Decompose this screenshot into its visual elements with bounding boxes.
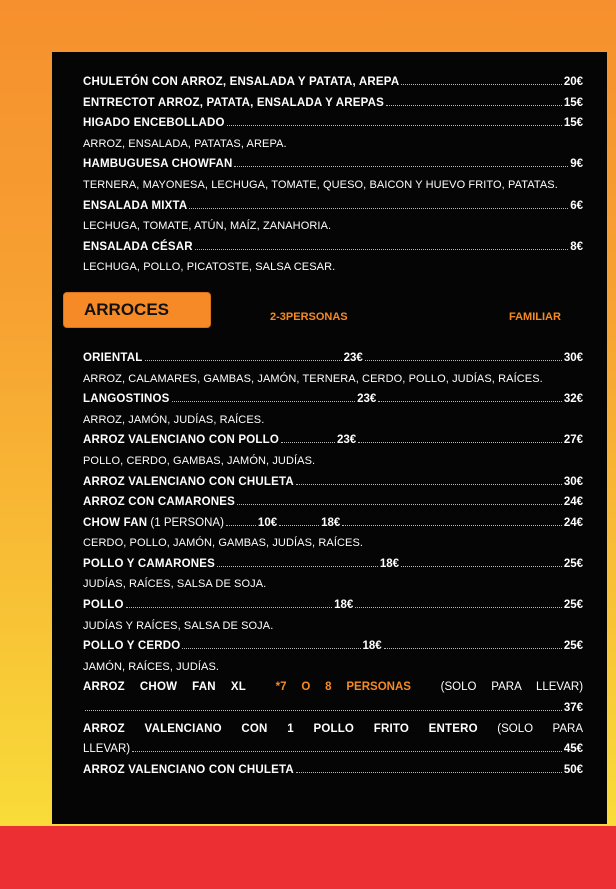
menu-item [83, 348, 583, 369]
item-price-small: 18€ [334, 599, 354, 612]
item-name: POLLO Y CERDO [83, 640, 181, 653]
menu-item [83, 760, 583, 781]
menu-item-price-line [83, 739, 583, 760]
item-name: ARROZ CHOW FAN XL [83, 681, 246, 694]
item-name: ARROZ CON CAMARONES [83, 496, 236, 509]
item-name: ENTRECTOT ARROZ, PATATA, ENSALADA Y AREPAS [83, 96, 385, 109]
item-description: JUDÍAS, RAÍCES, SALSA DE SOJA. [83, 578, 267, 591]
item-price: 8€ [570, 240, 583, 253]
section-title-badge: ARROCES [63, 292, 211, 328]
item-price: 50€ [563, 763, 583, 776]
item-description: JAMÓN, RAÍCES, JUDÍAS. [83, 660, 220, 673]
item-price-familiar: 25€ [563, 640, 584, 653]
menu-item [83, 430, 583, 451]
item-price: 15€ [563, 117, 583, 130]
item-description: ARROZ, CALAMARES, GAMBAS, JAMÓN, TERNERA, CERDO, POLLO, JUDÍAS, RAÍCES. [83, 372, 543, 385]
menu-item [83, 492, 583, 513]
item-name: ENSALADA MIXTA [83, 199, 188, 212]
item-name: HIGADO ENCEBOLLADO [83, 117, 225, 130]
menu-item [83, 72, 583, 93]
item-price-familiar: 27€ [563, 434, 583, 447]
item-name: POLLO [83, 599, 124, 612]
item-name: ENSALADA CÉSAR [83, 240, 193, 253]
menu-item [83, 196, 583, 217]
item-name: CHULETÓN CON ARROZ, ENSALADA Y PATATA, AREPA [83, 76, 400, 88]
item-description: LECHUGA, POLLO, PICATOSTE, SALSA CESAR. [83, 261, 336, 274]
item-price: 20€ [563, 76, 583, 88]
item-note: (SOLO PARA [497, 722, 583, 735]
item-description: LECHUGA, TOMATE, ATÚN, MAÍZ, ZANAHORIA. [83, 220, 332, 233]
item-price-familiar: 25€ [563, 557, 584, 570]
item-name: ORIENTAL [83, 351, 143, 364]
item-name: LANGOSTINOS [83, 393, 170, 406]
item-price-small: 23€ [337, 434, 357, 447]
menu-item [83, 513, 583, 534]
item-name: HAMBUGUESA CHOWFAN [83, 158, 233, 171]
item-name: ARROZ VALENCIANO CON POLLO [83, 434, 280, 447]
menu-item [83, 636, 583, 657]
item-price-small: 18€ [362, 640, 382, 653]
arroces-header [83, 278, 583, 348]
item-price-familiar: 30€ [563, 475, 583, 488]
item-name: ARROZ VALENCIANO CON CHULETA [83, 763, 294, 776]
menu-item-frito [83, 719, 583, 740]
item-price-single: 10€ [257, 516, 278, 529]
item-description: TERNERA, MAYONESA, LECHUGA, TOMATE, QUESO, BAICON Y HUEVO FRITO, PATATAS. [83, 178, 558, 191]
menu-content [83, 72, 583, 780]
column-header-2-3-personas: 2-3PERSONAS [270, 310, 348, 323]
menu-item-price-line [83, 698, 583, 719]
menu-item [83, 237, 583, 258]
item-name: POLLO Y CAMARONES [83, 557, 216, 570]
item-note-continued: LLEVAR) [83, 743, 131, 756]
item-note: (1 PERSONA) [150, 516, 224, 529]
item-price-familiar: 24€ [563, 516, 583, 529]
item-description: JUDÍAS Y RAÍCES, SALSA DE SOJA. [83, 619, 274, 632]
column-header-familiar: FAMILIAR [509, 310, 561, 323]
item-price: 37€ [563, 702, 583, 715]
item-price-familiar: 24€ [563, 496, 583, 509]
item-highlight: *7 O 8 PERSONAS [275, 681, 411, 694]
item-price-familiar: 30€ [563, 351, 583, 364]
menu-item-xl [83, 677, 583, 698]
item-note: (SOLO PARA LLEVAR) [440, 681, 584, 694]
menu-item [83, 93, 583, 114]
menu-item [83, 472, 583, 493]
item-price-familiar: 25€ [563, 599, 583, 612]
item-description: CERDO, POLLO, JAMÓN, GAMBAS, JUDÍAS, RAÍCES. [83, 537, 364, 550]
item-price-small: 23€ [343, 351, 363, 364]
item-name: ARROZ VALENCIANO CON 1 POLLO FRITO ENTERO [83, 722, 478, 735]
menu-item [83, 154, 583, 175]
item-description: ARROZ, ENSALADA, PATATAS, AREPA. [83, 137, 287, 150]
item-price: 15€ [563, 96, 583, 109]
item-price-familiar: 32€ [563, 393, 584, 406]
item-price: 45€ [563, 743, 583, 756]
menu-panel [52, 52, 607, 824]
menu-item [83, 554, 583, 575]
item-price: 6€ [570, 199, 583, 212]
item-description: ARROZ, JAMÓN, JUDÍAS, RAÍCES. [83, 413, 265, 426]
item-name: CHOW FAN [83, 516, 148, 529]
menu-item [83, 389, 583, 410]
item-price: 9€ [570, 158, 583, 171]
menu-item [83, 113, 583, 134]
menu-item [83, 595, 583, 616]
item-description: POLLO, CERDO, GAMBAS, JAMÓN, JUDÍAS. [83, 454, 316, 467]
item-price-small: 18€ [321, 516, 341, 529]
item-price-small: 23€ [357, 393, 377, 406]
item-name: ARROZ VALENCIANO CON CHULETA [83, 475, 294, 488]
item-price-small: 18€ [379, 557, 400, 570]
bottom-red-band [0, 826, 616, 889]
